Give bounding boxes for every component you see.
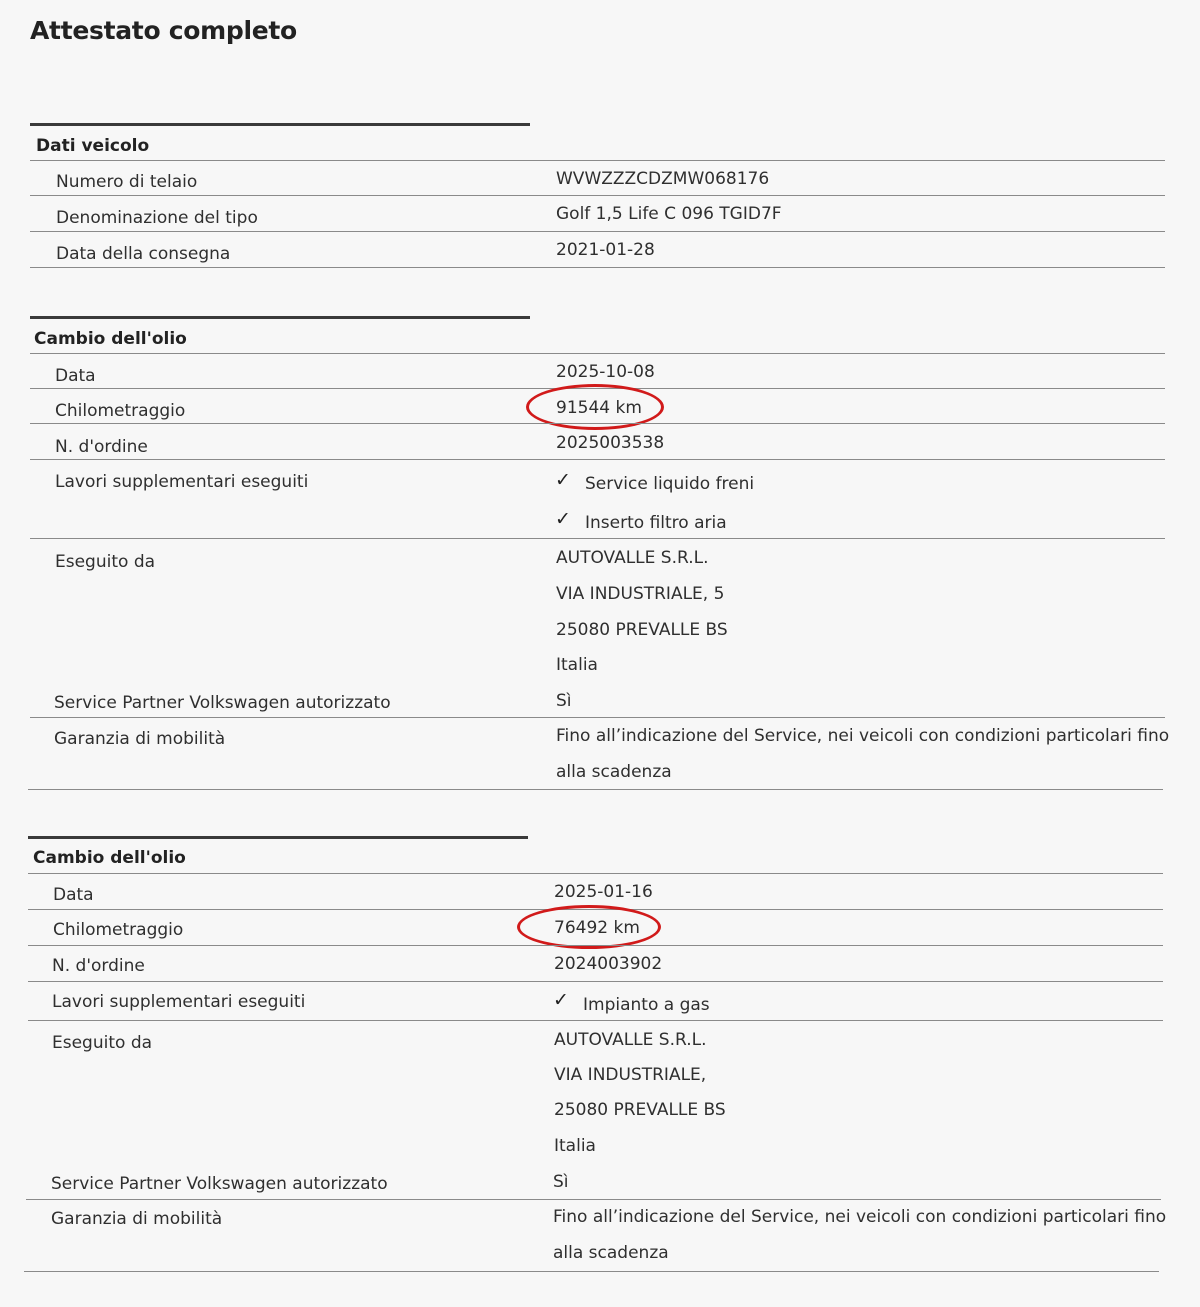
row-value: alla scadenza (553, 1243, 669, 1263)
row-divider (30, 423, 1165, 424)
row-value: 25080 PREVALLE BS (554, 1100, 726, 1120)
row-value: Sì (553, 1172, 569, 1192)
page-title: Attestato completo (30, 16, 297, 45)
row-divider (30, 353, 1165, 354)
row-label: Data (55, 366, 96, 386)
row-value: Service liquido freni (585, 474, 755, 494)
row-value: Inserto filtro aria (585, 513, 727, 533)
section-title-oil-change: Cambio dell'olio (34, 329, 187, 349)
row-divider (30, 267, 1165, 268)
row-divider (30, 160, 1165, 161)
section-title-oil-change: Cambio dell'olio (33, 848, 186, 868)
row-value: 76492 km (554, 918, 640, 938)
highlight-circle (517, 905, 661, 949)
row-label: Lavori supplementari eseguiti (55, 472, 309, 492)
row-label: Numero di telaio (56, 172, 198, 192)
row-label: Data della consegna (56, 244, 231, 264)
row-value: 25080 PREVALLE BS (556, 620, 728, 640)
section-divider-bar (30, 123, 530, 126)
row-divider (30, 459, 1165, 460)
row-value: 2025-01-16 (554, 882, 653, 902)
row-label: Chilometraggio (55, 401, 186, 421)
row-value: Golf 1,5 Life C 096 TGID7F (556, 204, 782, 224)
row-value: WVWZZZCDZMW068176 (556, 169, 770, 189)
row-value: Sì (556, 691, 572, 711)
row-label: Lavori supplementari eseguiti (52, 992, 306, 1012)
row-value: Italia (556, 655, 598, 675)
row-value: VIA INDUSTRIALE, 5 (556, 584, 725, 604)
check-mark-icon: ✓ (555, 508, 571, 530)
row-value: VIA INDUSTRIALE, (554, 1065, 707, 1085)
row-divider (28, 945, 1163, 946)
row-divider (28, 1020, 1163, 1021)
row-label: N. d'ordine (55, 437, 148, 457)
row-value: 2025-10-08 (556, 362, 655, 382)
row-divider (30, 231, 1165, 232)
row-value: Fino all’indicazione del Service, nei veicoli con condizioni particolari fino (553, 1207, 1167, 1227)
section-divider-bar (28, 836, 528, 839)
row-value: 2024003902 (554, 954, 663, 974)
row-divider (30, 195, 1165, 196)
row-label: Service Partner Volkswagen autorizzato (54, 693, 391, 713)
row-value: AUTOVALLE S.R.L. (554, 1030, 707, 1050)
row-divider (24, 1271, 1159, 1272)
row-label: Garanzia di mobilità (54, 729, 226, 749)
check-mark-icon: ✓ (553, 989, 569, 1011)
row-divider (30, 717, 1165, 718)
row-divider (28, 981, 1163, 982)
section-divider-bar (30, 316, 530, 319)
row-value: 2021-01-28 (556, 240, 655, 260)
row-divider (28, 873, 1163, 874)
row-label: Service Partner Volkswagen autorizzato (51, 1174, 388, 1194)
row-divider (30, 538, 1165, 539)
row-label: Eseguito da (52, 1033, 153, 1053)
row-value: Impianto a gas (583, 995, 710, 1015)
row-label: Data (53, 885, 94, 905)
row-value: Italia (554, 1136, 596, 1156)
row-value: AUTOVALLE S.R.L. (556, 548, 709, 568)
row-label: Denominazione del tipo (56, 208, 258, 228)
row-label: Chilometraggio (53, 920, 184, 940)
check-mark-icon: ✓ (555, 469, 571, 491)
row-value: 2025003538 (556, 433, 665, 453)
section-title-vehicle: Dati veicolo (36, 136, 150, 156)
row-label: Garanzia di mobilità (51, 1209, 223, 1229)
row-label: N. d'ordine (52, 956, 145, 976)
row-value: alla scadenza (556, 762, 672, 782)
row-value: 91544 km (556, 398, 642, 418)
row-divider (28, 789, 1163, 790)
row-value: Fino all’indicazione del Service, nei veicoli con condizioni particolari fino (556, 726, 1170, 746)
row-divider (26, 1199, 1161, 1200)
row-label: Eseguito da (55, 552, 156, 572)
